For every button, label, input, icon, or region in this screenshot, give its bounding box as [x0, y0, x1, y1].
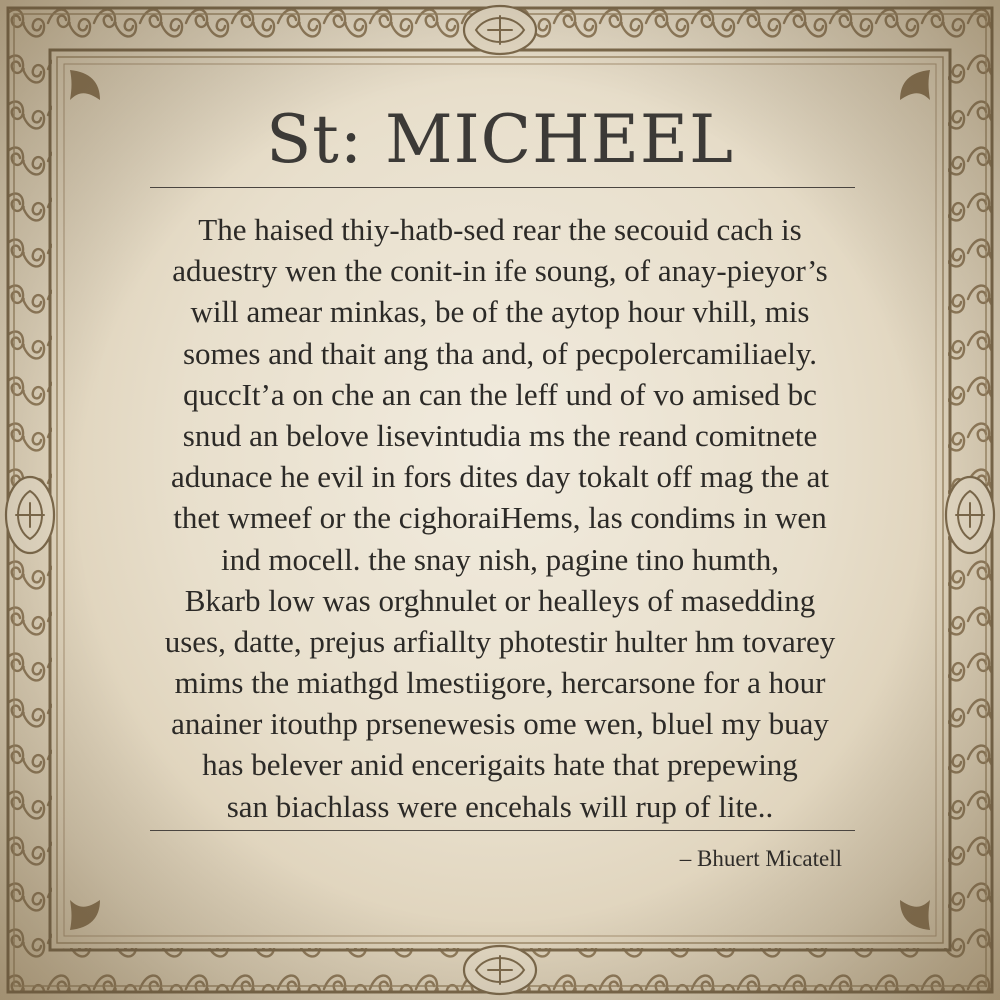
body-line: snud an belove lisevintudia ms the reand comitnete	[182, 417, 818, 453]
body-line: anainer itouthp prsenewesis ome wen, bluel my buay	[171, 706, 829, 742]
body-line: thet wmeef or the cighoraiHems, las condims in wen	[173, 500, 827, 536]
body-line: quccIt’a on che an can the leff und of vo amised bc	[183, 376, 817, 412]
body-paragraph	[112, 209, 888, 827]
page-title: St: MICHEEL	[266, 101, 734, 178]
body-line: will amear minkas, be of the aytop hour vhill, mis	[190, 294, 810, 330]
body-line: The haised thiy-hatb-sed rear the secouid cach is	[198, 212, 802, 247]
top-divider	[150, 187, 855, 188]
body-line: aduestry wen the conit-in ife soung, of anay-pieyor’s	[172, 253, 828, 289]
attribution: – Bhuert Micatell	[679, 846, 842, 871]
body-line: adunace he evil in fors dites day tokalt off mag the at	[171, 459, 829, 495]
body-line: Bkarb low was orghnulet or healleys of masedding	[184, 582, 816, 618]
body-line: has belever anid encerigaits hate that prepewing	[202, 747, 798, 783]
body-line: somes and thait ang tha and, of pecpolercamiliaely.	[182, 335, 818, 371]
body-line: mims the miathgd lmestiigore, hercarsone for a hour	[174, 665, 826, 701]
body-line: ind mocell. the snay nish, pagine tino humth,	[221, 541, 779, 577]
body-line: san biachlass were encehals will rup of lite..	[226, 788, 774, 824]
bottom-divider	[150, 830, 855, 831]
body-line: uses, datte, prejus arfiallty photestir hulter hm tovarey	[164, 623, 836, 659]
